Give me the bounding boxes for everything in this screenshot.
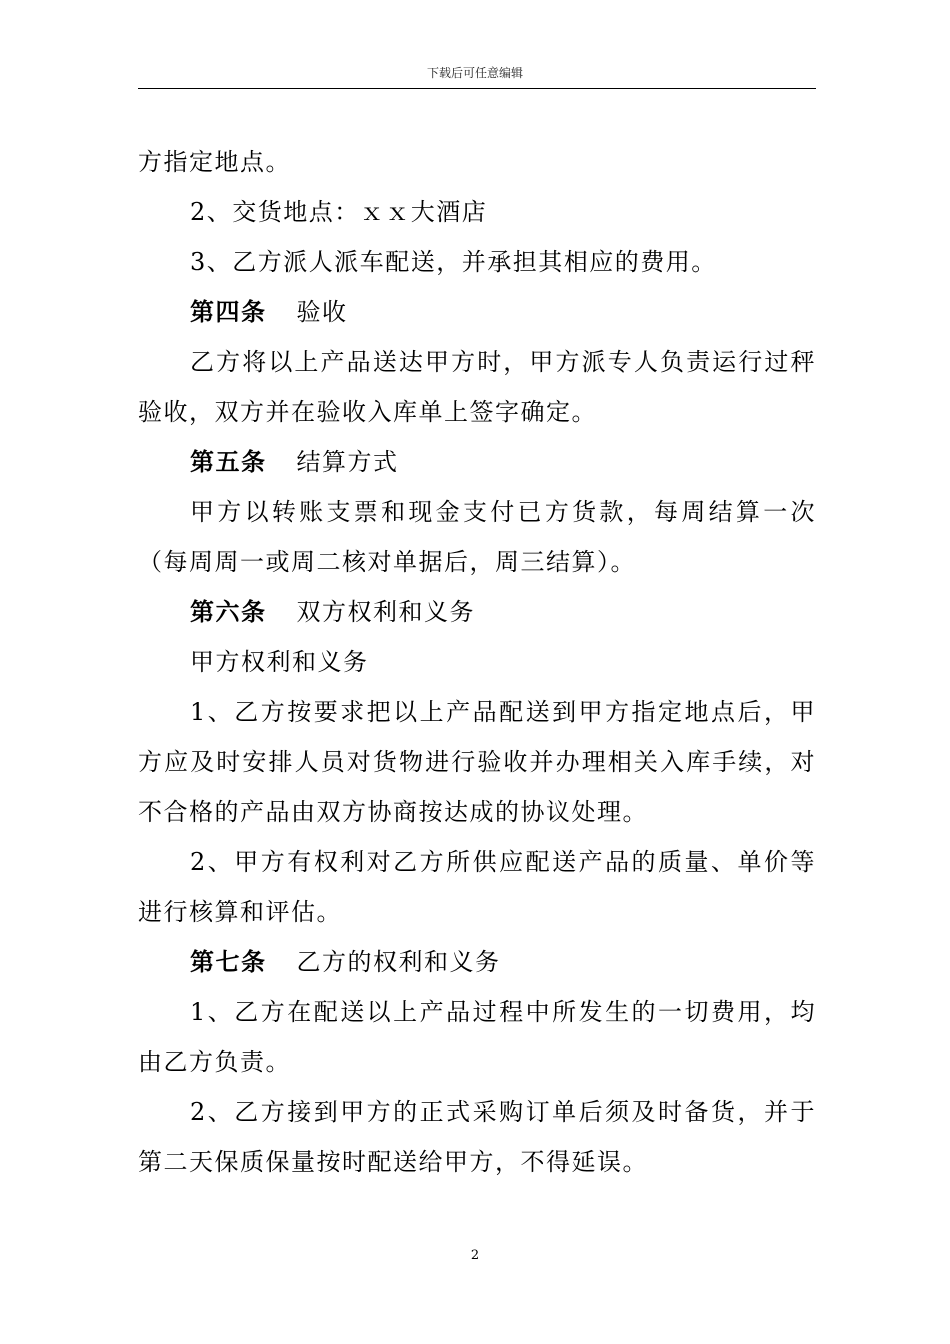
article-heading (138, 287, 816, 337)
article-title: 验收 (296, 298, 348, 326)
page-number: 2 (470, 1248, 480, 1263)
header-divider (138, 88, 816, 89)
body-paragraph: 1、乙方按要求把以上产品配送到甲方指定地点后，甲方应及时安排人员对货物进行验收并办理相关入库手续，对不合格的产品由双方协商按达成的协议处理。 (138, 698, 816, 826)
article-number: 第七条 (190, 947, 267, 976)
body-paragraph: 方指定地点。 (138, 148, 291, 176)
body-paragraph: 2、乙方接到甲方的正式采购订单后须及时备货，并于第二天保质保量按时配送给甲方，不得延误。 (138, 1098, 816, 1176)
article-number: 第六条 (190, 597, 267, 626)
body-paragraph: 甲方以转账支票和现金支付已方货款，每周结算一次（每周周一或周二核对单据后，周三结算）。 (138, 498, 816, 576)
body-paragraph: 甲方权利和义务 (190, 648, 369, 676)
body-paragraph: 乙方将以上产品送达甲方时，甲方派专人负责运行过秤验收，双方并在验收入库单上签字确定。 (138, 348, 816, 426)
page-header: 下载后可任意编辑 (426, 66, 523, 80)
article-heading (138, 587, 816, 637)
article-heading (138, 937, 816, 987)
article-number: 第四条 (190, 297, 267, 326)
document-body (138, 137, 816, 1187)
body-paragraph: 1、乙方在配送以上产品过程中所发生的一切费用，均由乙方负责。 (138, 998, 816, 1076)
body-paragraph: 3、乙方派人派车配送，并承担其相应的费用。 (190, 248, 717, 276)
article-heading (138, 437, 816, 487)
body-paragraph: 2、交货地点：ｘｘ大酒店 (190, 198, 488, 226)
article-title: 乙方的权利和义务 (296, 948, 501, 976)
body-paragraph: 2、甲方有权利对乙方所供应配送产品的质量、单价等进行核算和评估。 (138, 848, 816, 926)
article-title: 双方权利和义务 (296, 598, 475, 626)
article-title: 结算方式 (296, 448, 399, 476)
article-number: 第五条 (190, 447, 267, 476)
